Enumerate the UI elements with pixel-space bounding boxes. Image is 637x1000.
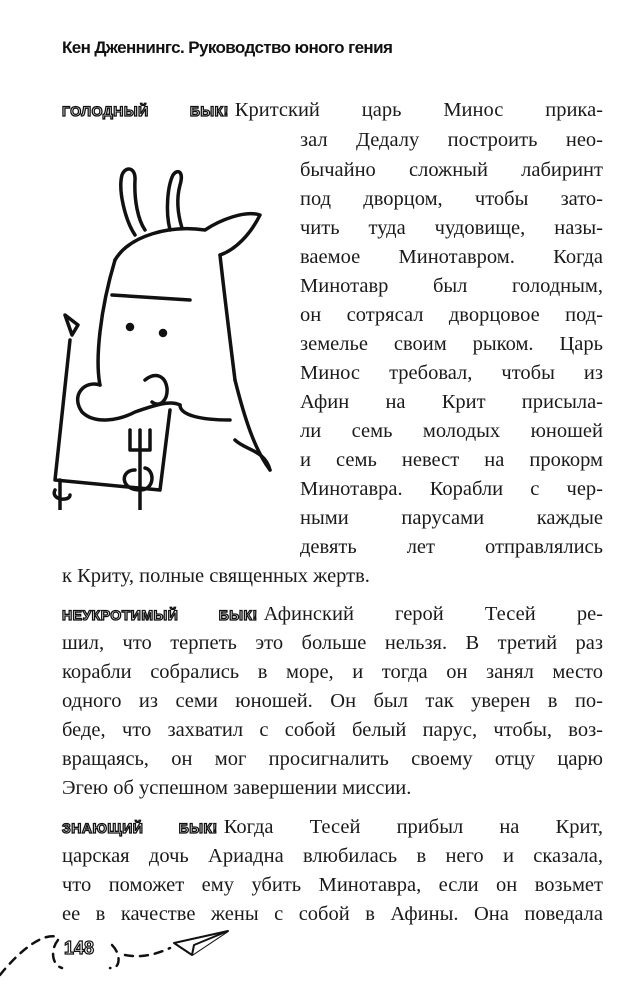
text-line: Эгею об успешном завершении миссии. (62, 777, 412, 799)
text-line: к Криту, полные священных жертв. (62, 565, 370, 587)
text-line: царская дочь Ариадна влюбилась в него и сказала, (62, 845, 603, 867)
text-line: Минотавра. Корабли с чер- (300, 478, 603, 500)
text-line: Афин на Крит присыла- (300, 391, 603, 413)
text-line-content: Критский царь Минос прика- (234, 99, 603, 121)
text-line: он сотрясал дворцовое под- (300, 304, 603, 326)
minotaur-illustration (30, 150, 300, 510)
section-heading: ЗНАЮЩИЙ БЫК! (62, 820, 218, 836)
text-line-content: Афинский герой Тесей ре- (263, 603, 603, 625)
text-line: земелье своим рыком. Царь (300, 333, 603, 355)
text-line: ваемое Минотавром. Когда (300, 246, 603, 268)
text-line: зал Дедалу построить нео- (300, 129, 603, 151)
text-line: ными парусами каждые (300, 507, 603, 529)
text-line: беде, что захватил с собой белый парус, чтобы, воз- (62, 719, 603, 741)
text-line: вращаясь, он мог просигналить своему отцу царю (62, 748, 603, 770)
text-line: одного из семи юношей. Он был так уверен в по- (62, 690, 603, 712)
text-line: корабли собрались в море, и тогда он занял место (62, 661, 603, 683)
text-line: бычайно сложный лабиринт (300, 159, 603, 181)
text-line: шил, что терпеть это больше нельзя. В третий раз (62, 632, 603, 654)
text-line: что поможет ему убить Минотавра, если он возьмет (62, 874, 603, 896)
text-line: девять лет отправлялись (300, 536, 603, 558)
section-heading: НЕУКРОТИМЫЙ БЫК! (62, 607, 258, 623)
section-heading: ГОЛОДНЫЙ БЫК! (62, 103, 229, 119)
text-line: чить туда чудовище, назы- (300, 217, 603, 239)
paper-plane-icon (172, 925, 232, 960)
page-number: 148 (64, 938, 95, 958)
text-line: Минотавр был голодным, (300, 275, 603, 297)
running-header: Кен Дженнингс. Руководство юного гения (62, 38, 393, 57)
text-line (62, 813, 603, 843)
text-line: и семь невест на прокорм (300, 449, 603, 471)
text-line: ее в качестве жены с собой в Афины. Она поведала (62, 903, 603, 925)
text-line (62, 600, 603, 630)
text-line: ли семь молодых юношей (300, 420, 603, 442)
text-line: под дворцом, чтобы зато- (300, 188, 603, 210)
text-line: Минос требовал, чтобы из (300, 362, 603, 384)
text-line-content: Когда Тесей прибыл на Крит, (223, 816, 603, 838)
text-line (62, 96, 603, 126)
